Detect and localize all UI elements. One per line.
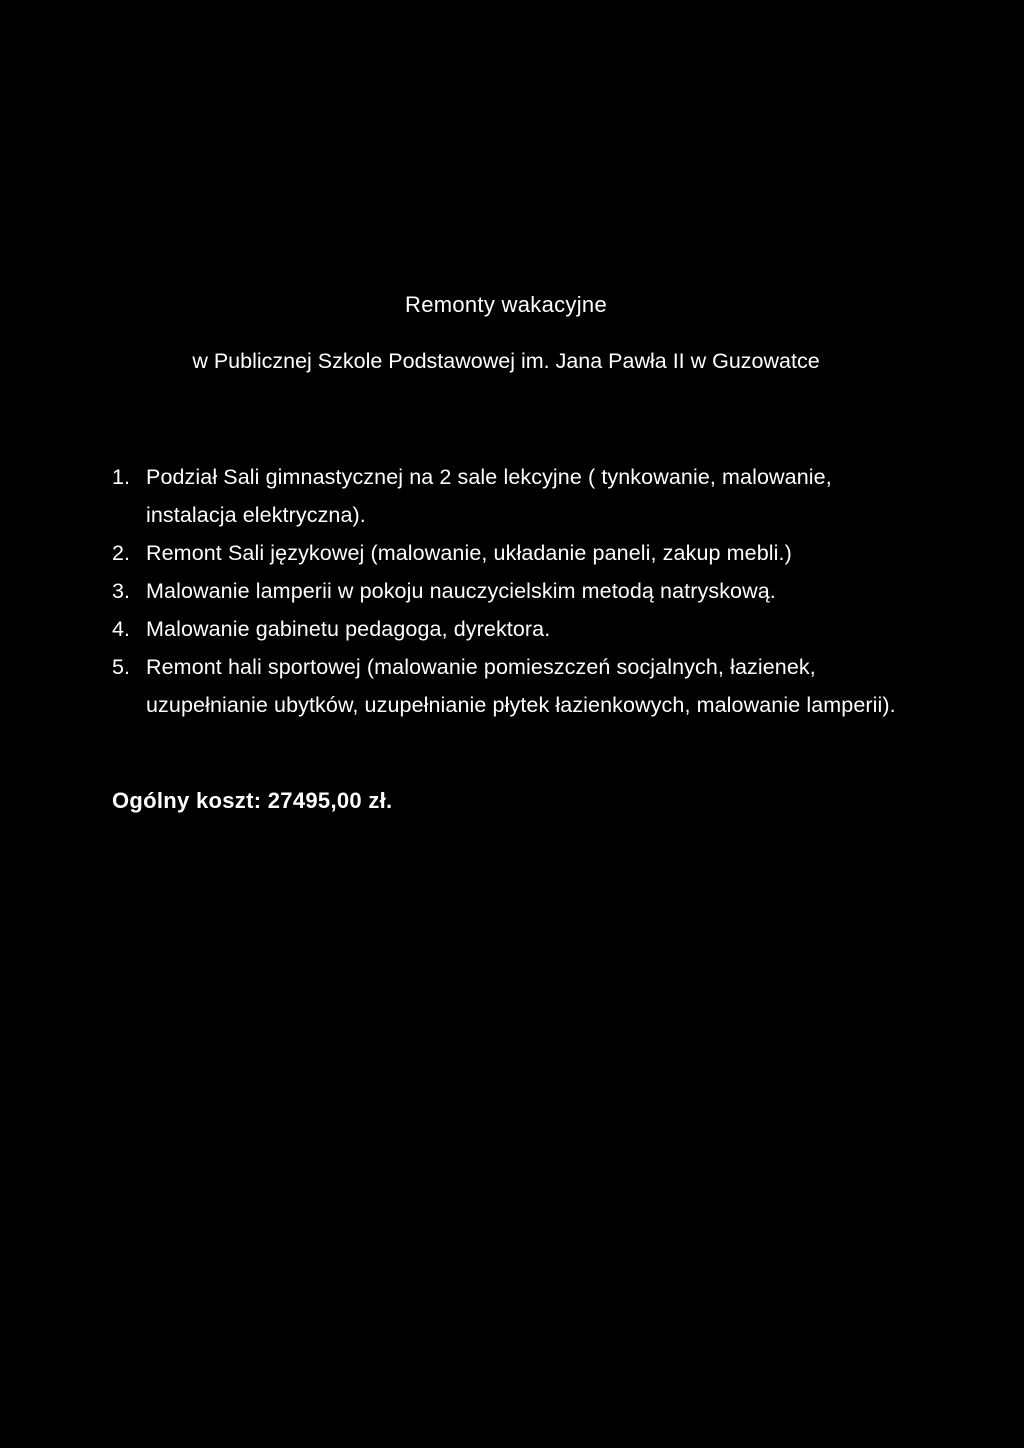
- list-item: [112, 648, 912, 724]
- list-item-text: Remont hali sportowej (malowanie pomieszczeń socjalnych, łazienek, uzupełnianie ubytków, uzupełnianie płytek łazienkowych, malowanie lamperii).: [146, 655, 896, 717]
- page-subtitle: w Publicznej Szkole Podstawowej im. Jana Pawła II w Guzowatce: [192, 349, 820, 373]
- list-item-number: 5.: [112, 655, 131, 679]
- list-item-text: Podział Sali gimnastycznej na 2 sale lekcyjne ( tynkowanie, malowanie, instalacja elektryczna).: [146, 465, 832, 527]
- page-title: Remonty wakacyjne: [405, 292, 607, 317]
- renovation-list: [112, 458, 912, 724]
- list-item-number: 1.: [112, 465, 131, 489]
- list-item: [112, 458, 912, 534]
- list-item-text: Remont Sali językowej (malowanie, układanie paneli, zakup mebli.): [146, 541, 792, 565]
- list-item-number: 4.: [112, 617, 131, 641]
- list-item: [112, 572, 912, 610]
- list-item-text: Malowanie gabinetu pedagoga, dyrektora.: [146, 617, 551, 641]
- list-item: [112, 610, 912, 648]
- list-item-text: Malowanie lamperii w pokoju nauczycielskim metodą natryskową.: [146, 579, 776, 603]
- total-cost: Ogólny koszt: 27495,00 zł.: [112, 788, 393, 813]
- list-item: [112, 534, 912, 572]
- list-item-number: 3.: [112, 579, 131, 603]
- list-item-number: 2.: [112, 541, 131, 565]
